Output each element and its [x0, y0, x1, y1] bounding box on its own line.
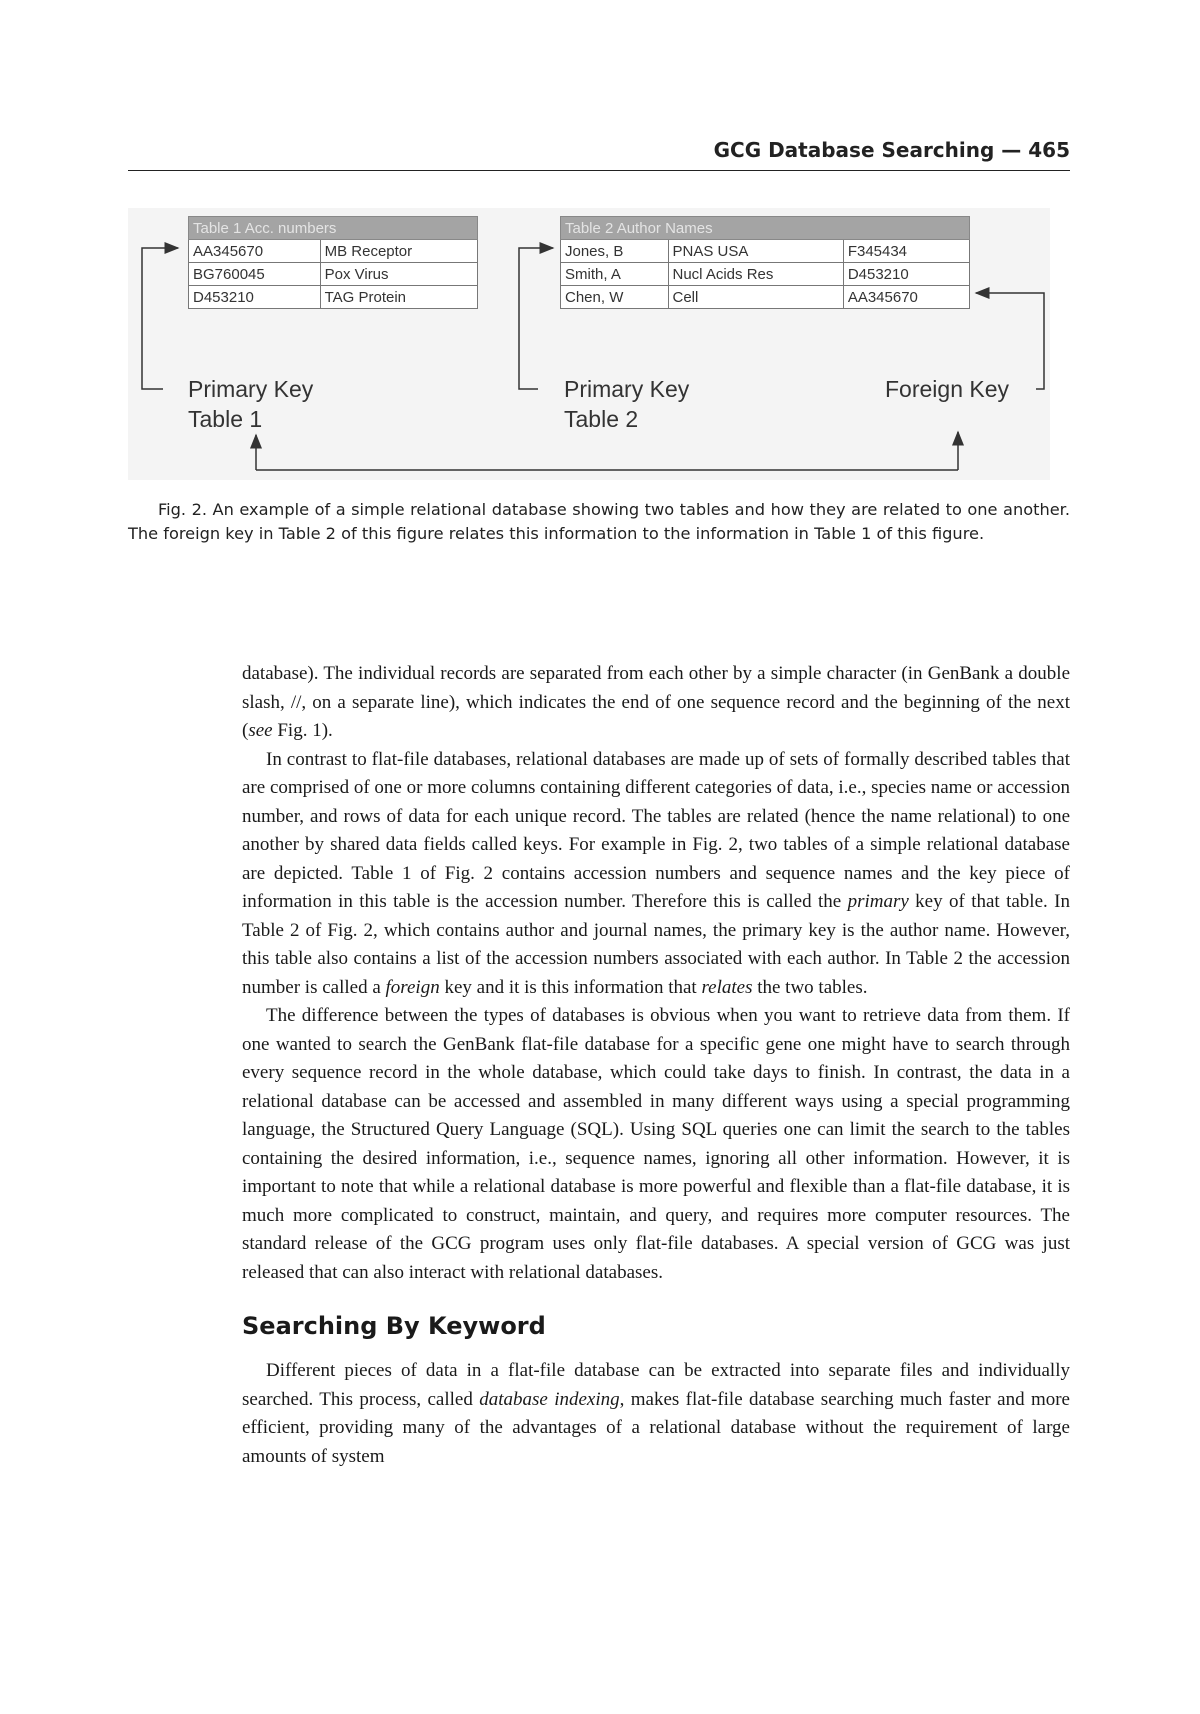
section-heading: Searching By Keyword: [242, 1312, 546, 1340]
table-row: [189, 240, 478, 263]
table2-cell: Jones, B: [561, 240, 669, 263]
primary-key-table1-label: [188, 374, 313, 434]
table1-cell: D453210: [189, 286, 321, 309]
text-emphasis: relates: [701, 976, 753, 998]
figure-relational-db: [128, 208, 1050, 480]
table1-cell: Pox Virus: [320, 263, 477, 286]
running-title: GCG Database Searching — 465: [713, 138, 1070, 162]
figure-caption: Fig. 2. An example of a simple relational database showing two tables and how they are related to one another. The foreign key in Table 2 of this figure relates this information to the information in Table 1 of this figure.: [128, 500, 1070, 543]
text-run: key of that table. In Table 2 of Fig. 2, which contains author and journal names, the primary key is the author name. However, this table also contains a list of the accession numbers associated with each author. In Table 2 the accession number is called a: [242, 891, 1070, 998]
table-row: [561, 286, 970, 309]
pk2-bracket: [519, 248, 553, 389]
text-run: database). The individual records are separated from each other by a simple character (in GenBank a double slash, //, on a separate line), which indicates the end of one sequence record and the beginning of the next (: [242, 663, 1070, 741]
table1-cell: TAG Protein: [320, 286, 477, 309]
paragraph: [242, 660, 1070, 746]
body-text: [242, 660, 1070, 1471]
label-line: Foreign Key: [885, 376, 1010, 402]
text-emphasis: see: [248, 720, 273, 741]
table-accession-numbers: [188, 216, 478, 309]
table2-cell: Chen, W: [561, 286, 669, 309]
text-run: Fig. 1).: [272, 720, 333, 741]
table2-cell: Cell: [668, 286, 843, 309]
table-row: [189, 286, 478, 309]
running-header: [128, 130, 1070, 171]
primary-key-table2-label: [564, 374, 689, 434]
table1-cell: AA345670: [189, 240, 321, 263]
table-row: [561, 240, 970, 263]
paragraph: [242, 746, 1070, 1003]
paragraph: The difference between the types of databases is obvious when you want to retrieve data from them. If one wanted to search the GenBank flat-file database for a specific gene one might have to search through every sequence record in the whole database, which could take days to finish. In contrast, the data in a relational database can be accessed and assembled in many different ways using a special programming language, the Structured Query Language (SQL). Using SQL queries one can limit the search to the tables containing the desired information, i.e., sequence names, ignoring all other information. However, it is important to note that while a relational database is more powerful and flexible than a flat-file database, it is much more complicated to construct, maintain, and query, and requires more computer resources. The standard release of the GCG program uses only flat-file databases. A special version of GCG was just released that can also interact with relational databases.: [242, 1005, 1070, 1283]
pk1-bracket: [142, 248, 178, 389]
text-run: key and it is this information that: [439, 976, 702, 998]
text-emphasis: database indexing: [479, 1388, 620, 1410]
label-line: Table 2: [564, 406, 639, 432]
text-run: In contrast to flat-file databases, relational databases are made up of sets of formally described tables that are comprised of one or more columns containing different categories of data, i.e., species name or accession number, and rows of data for each unique record. The tables are related (hence the name relational) to one another by shared data fields called keys. For example in Fig. 2, two tables of a simple relational database are depicted. Table 1 of Fig. 2 contains accession numbers and sequence names and the key piece of information in this table is the accession number. Therefore this is called the: [242, 748, 1070, 912]
table-row: [189, 263, 478, 286]
text-run: , makes flat-file database searching much faster and more efficient, providing many of the advantages of a relational database without the requirement of large amounts of system: [242, 1388, 1070, 1467]
foreign-key-label: [885, 374, 1009, 404]
table2-cell: D453210: [843, 263, 969, 286]
table1-cell: BG760045: [189, 263, 321, 286]
table2-cell: F345434: [843, 240, 969, 263]
table1-title: Table 1 Acc. numbers: [189, 217, 478, 240]
text-emphasis: foreign: [385, 976, 440, 998]
text-run: the two tables.: [752, 976, 868, 998]
table2-cell: Smith, A: [561, 263, 669, 286]
label-line: Table 1: [188, 406, 263, 432]
table2-cell: Nucl Acids Res: [668, 263, 843, 286]
label-line: Primary Key: [188, 376, 314, 402]
table-author-names: [560, 216, 970, 309]
table2-cell: PNAS USA: [668, 240, 843, 263]
label-line: Primary Key: [564, 376, 690, 402]
text-emphasis: primary: [847, 891, 909, 912]
paragraph: [242, 1357, 1070, 1471]
table2-title: Table 2 Author Names: [561, 217, 970, 240]
table1-cell: MB Receptor: [320, 240, 477, 263]
text-run: Different pieces of data in a flat-file database can be extracted into separate files and individually searched. This process, called: [242, 1360, 1070, 1410]
table2-cell: AA345670: [843, 286, 969, 309]
table-row: [561, 263, 970, 286]
